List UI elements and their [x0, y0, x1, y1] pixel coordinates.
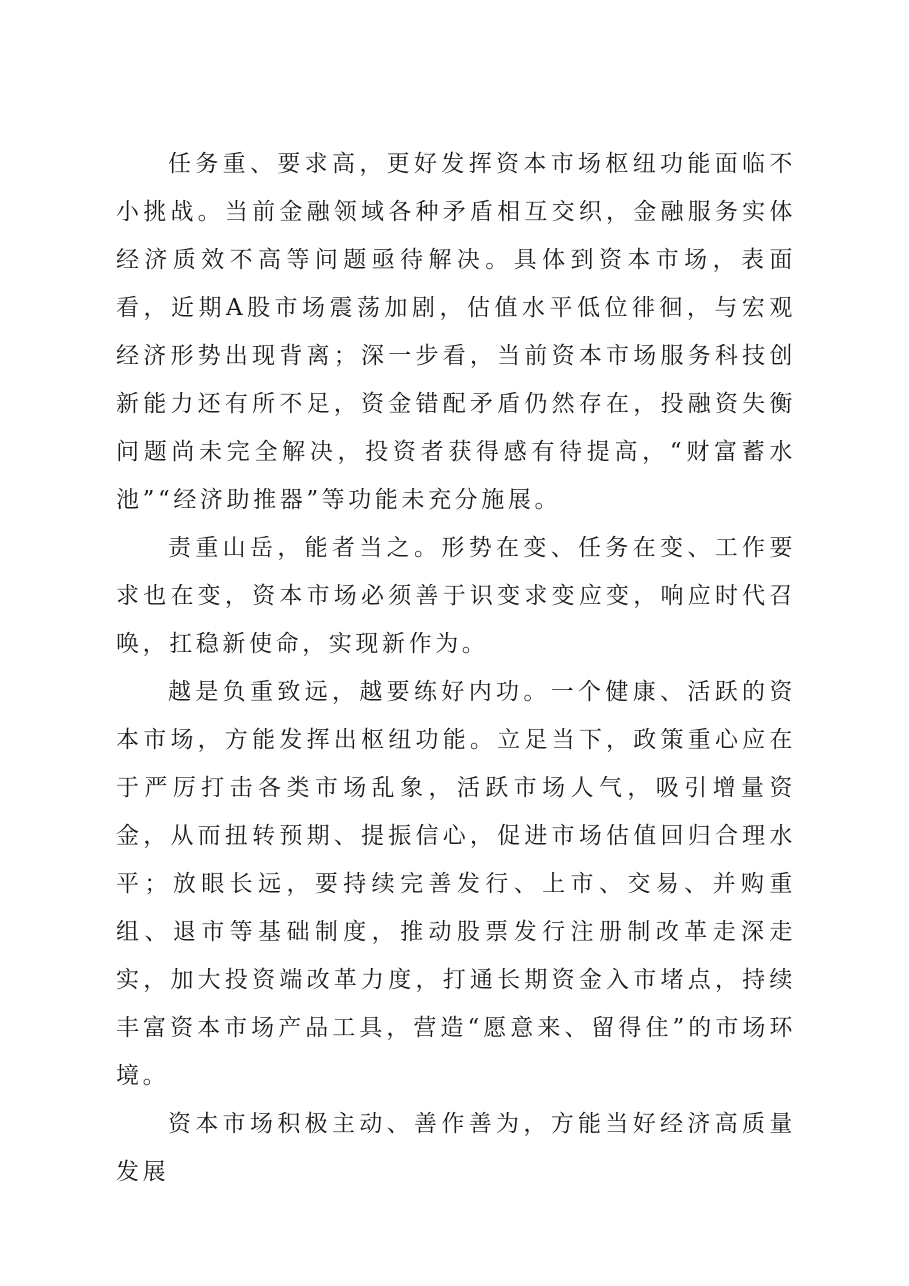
- paragraph-internal-strength: 越是负重致远，越要练好内功。一个健康、活跃的资本市场，方能发挥出枢纽功能。立足当下，政策重心应在于严厉打击各类市场乱象，活跃市场人气，吸引增量资金，从而扭转预期、提振信心，促进市场估值回归合理水平；放眼长远，要持续完善发行、上市、交易、并购重组、退市等基础制度，推动股票发行注册制改革走深走实，加大投资端改革力度，打通长期资金入市堵点，持续丰富资本市场产品工具，营造“愿意来、留得住”的市场环境。: [116, 679, 796, 1089]
- paragraph-proactive: 资本市场积极主动、善作善为，方能当好经济高质量发展: [116, 1111, 796, 1185]
- paragraph-responsibility: 责重山岳，能者当之。形势在变、任务在变、工作要求也在变，资本市场必须善于识变求变应变，响应时代召唤，扛稳新使命，实现新作为。: [116, 535, 796, 657]
- paragraph-challenges: 任务重、要求高，更好发挥资本市场枢纽功能面临不小挑战。当前金融领域各种矛盾相互交织，金融服务实体经济质效不高等问题亟待解决。具体到资本市场，表面看，近期A股市场震荡加剧，估值水平低位徘徊，与宏观经济形势出现背离；深一步看，当前资本市场服务科技创新能力还有所不足，资金错配矛盾仍然存在，投融资失衡问题尚未完全解决，投资者获得感有待提高，“财富蓄水池”“经济助推器”等功能未充分施展。: [116, 151, 796, 513]
- document-body: [116, 140, 796, 1196]
